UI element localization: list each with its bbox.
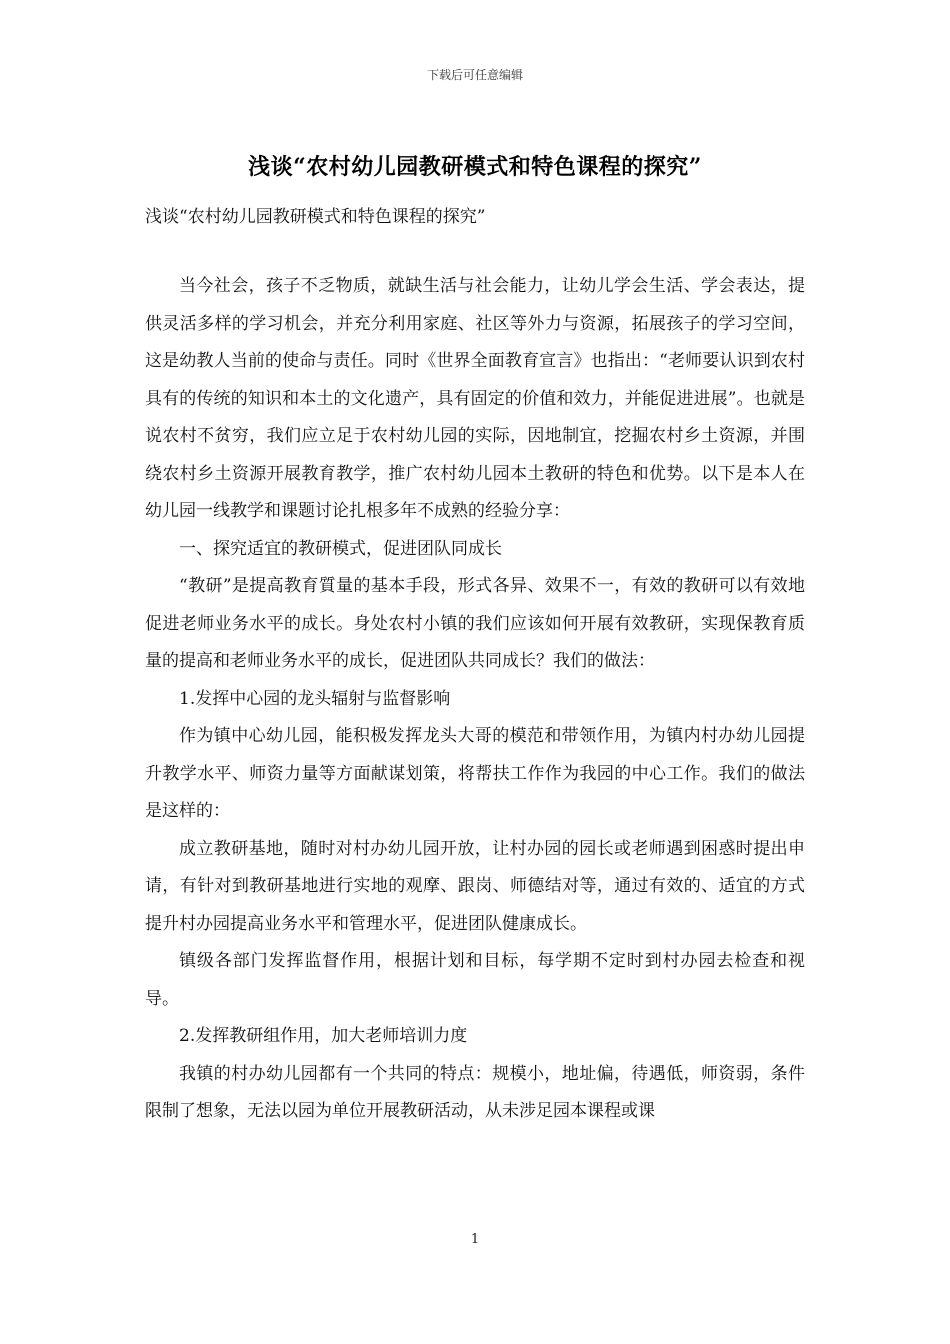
paragraph-research-base: 成立教研基地，随时对村办幼儿园开放，让村办园的园长或老师遇到困惑时提出申请，有针对到教研基地进行实地的观摩、跟岗、师德结对等，通过有效的、适宜的方式提升村办园提高业务水平和管理水平，促进团队健康成长。	[145, 838, 805, 934]
header-note: 下载后可任意编辑	[426, 68, 523, 82]
paragraph-village-kindergartens: 我镇的村办幼儿园都有一个共同的特点：规模小，地址偏，待遇低，师资弱，条件限制了想象，无法以园为单位开展教研活动，从未涉足园本课程或课	[145, 1063, 805, 1121]
paragraph-center-kindergarten: 作为镇中心幼儿园，能积极发挥龙头大哥的模范和带领作用，为镇内村办幼儿园提升教学水平、师资力量等方面献谋划策，将帮扶工作作为我园的中心工作。我们的做法是这样的：	[145, 726, 805, 821]
paragraph-teaching-research: “教研”是提高教育質量的基本手段，形式各异、效果不一，有效的教研可以有效地促进老师业务水平的成长。身处农村小镇的我们应该如何开展有效教研，实现保教育质量的提高和老师业务水平的成长，促进团队共同成长？我们的做法：	[145, 576, 805, 671]
page-number: 1	[470, 1232, 480, 1247]
document-subtitle: 浅谈“农村幼儿园教研模式和特色课程的探究”	[145, 207, 486, 227]
document-body	[145, 268, 805, 1131]
document-title: 浅谈“农村幼儿园教研模式和特色课程的探究”	[248, 154, 702, 180]
section-heading-1: 一、探究适宜的教研模式，促进团队同成长	[179, 538, 502, 559]
paragraph-intro: 当今社会，孩子不乏物质，就缺生活与社会能力，让幼儿学会生活、学会表达，提供灵活多样的学习机会，并充分利用家庭、社区等外力与资源，拓展孩子的学习空间，这是幼教人当前的使命与责任。同时《世界全面教育宣言》也指出：“老师要认识到农村具有的传统的知识和本土的文化遗产，具有固定的价值和效力，并能促进进展”。也就是说农村不贫穷，我们应立足于农村幼儿园的实际，因地制宜，挖掘农村乡土资源，并围绕农村乡土资源开展教育教学，推广农村幼儿园本土教研的特色和优势。以下是本人在幼儿园一线教学和课题讨论扎根多年不成熟的经验分享：	[145, 276, 805, 521]
paragraph-supervision: 镇级各部门发挥监督作用，根据计划和目标，每学期不定时到村办园去检查和视导。	[145, 951, 805, 1009]
subheading-1: 1.发挥中心园的龙头辐射与监督影响	[179, 688, 451, 709]
subheading-2: 2.发挥教研组作用，加大老师培训力度	[179, 1026, 468, 1046]
